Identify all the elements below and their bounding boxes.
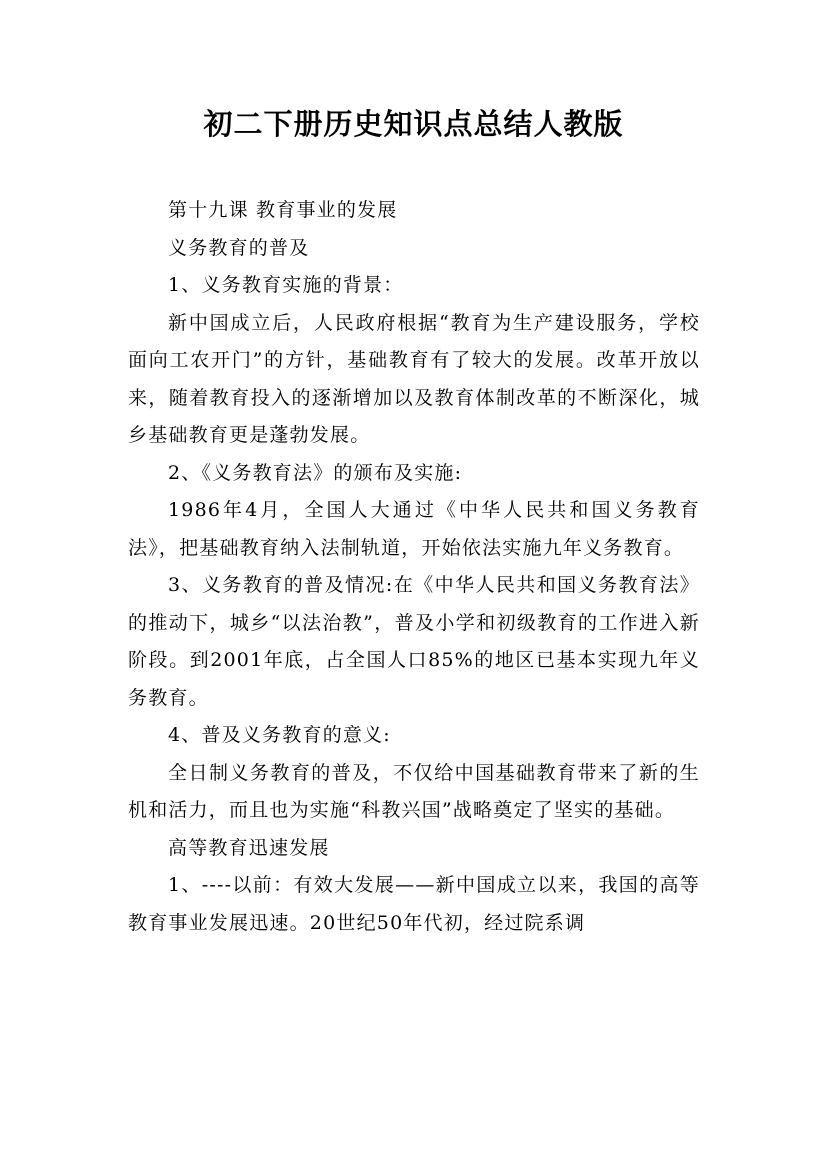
- point-2-body: 1986年4月，全国人大通过《中华人民共和国义务教育法》，把基础教育纳入法制轨道，开始依法实施九年义务教育。: [128, 499, 700, 559]
- point-3-body: 3、义务教育的普及情况:在《中华人民共和国义务教育法》的推动下，城乡“以法治教”，普及小学和初级教育的工作进入新阶段。到2001年底，占全国人口85%的地区已基本实现九年义务教育。: [128, 574, 700, 709]
- point-4-heading: 4、普及义务教育的意义:: [168, 724, 391, 746]
- document-body: [128, 192, 700, 942]
- lesson-heading: 第十九课 教育事业的发展: [168, 199, 398, 221]
- section-heading-compulsory-education: 义务教育的普及: [168, 236, 310, 259]
- point-1-body: 新中国成立后，人民政府根据“教育为生产建设服务，学校面向工农开门”的方针，基础教育有了较大的发展。改革开放以来，随着教育投入的逐渐增加以及教育体制改革的不断深化，城乡基础教育更是蓬勃发展。: [128, 311, 700, 446]
- section-heading-higher-education: 高等教育迅速发展: [168, 836, 330, 859]
- point-1-heading: 1、义务教育实施的背景：: [168, 274, 404, 296]
- document-title: 初二下册历史知识点总结人教版: [203, 107, 624, 141]
- point-2-heading: 2、《义务教育法》的颁布及实施:: [168, 461, 463, 484]
- point-4-body: 全日制义务教育的普及，不仅给中国基础教育带来了新的生机和活力，而且也为实施“科教兴国”战略奠定了坚实的基础。: [128, 761, 700, 821]
- higher-education-point-1: 1、----以前：有效大发展——新中国成立以来，我国的高等教育事业发展迅速。20世纪50年代初，经过院系调: [128, 874, 700, 934]
